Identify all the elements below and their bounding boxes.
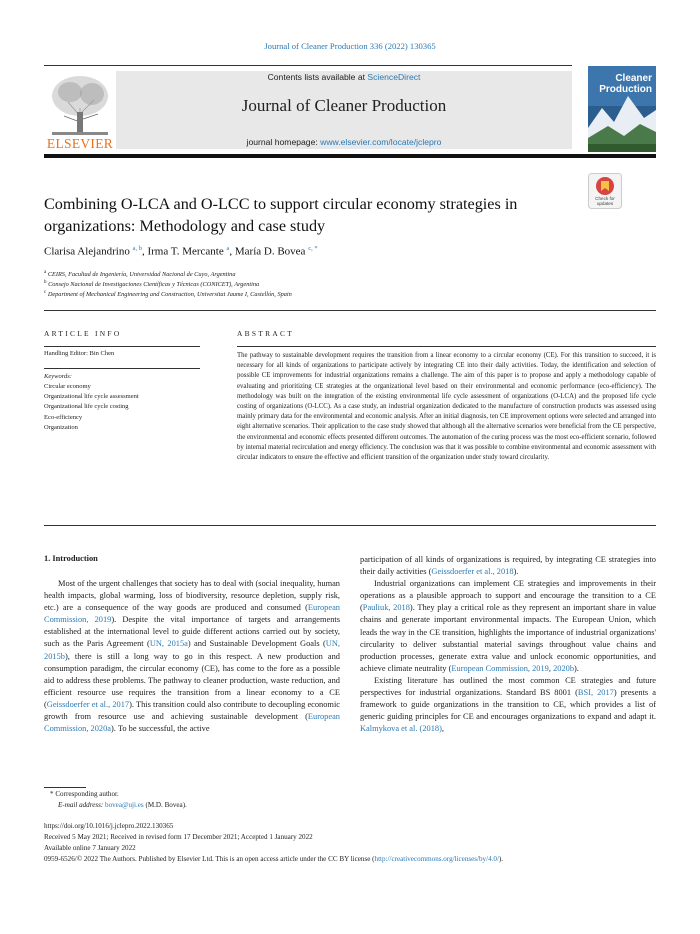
cover-title-line1: Cleaner: [615, 73, 652, 84]
handling-editor: Handling Editor: Bin Chen: [44, 350, 115, 357]
abstract-heading: ABSTRACT: [237, 329, 295, 338]
email-label: E-mail address:: [58, 801, 106, 809]
crossmark-label: [588, 196, 622, 206]
elsevier-logo: [44, 72, 116, 152]
article-info-rule: [44, 346, 200, 347]
citation-link[interactable]: European Commission, 2020a: [44, 712, 340, 734]
email-link[interactable]: bovea@uji.es: [105, 801, 144, 809]
license-prefix: 0959-6526/© 2022 The Authors. Published by Elsevier Ltd. This is an open access article under the CC BY license (: [44, 855, 375, 863]
affiliation: [44, 280, 259, 288]
keywords-rule: [44, 368, 200, 369]
affiliation: [44, 270, 235, 278]
section-rule: [44, 525, 656, 526]
body-paragraph: Industrial organizations can implement CE strategies and improvements in their operations as a plausible approach to support and encourage the transition to a CE (Pauliuk, 2018). They play a critical role as they represent an important share in value chains and generate important environmental impacts. The European Union, which leads the way in the CE transition, highlights the importance of industrial organizations' circularity to deliver substantial material savings throughout value chains and production processes, generate extra value and unlock economic opportunities, and achieve climate neutrality (European Commission, 2019, 2020b).: [360, 579, 656, 673]
keywords-label: Keywords:: [44, 373, 72, 380]
journal-title: Journal of Cleaner Production: [241, 96, 447, 115]
section-rule: [44, 310, 656, 311]
header-top-rule: [44, 65, 572, 66]
contents-line: [116, 72, 572, 82]
article-info-heading: ARTICLE INFO: [44, 329, 122, 338]
keyword: Organizational life cycle assessment: [44, 393, 139, 401]
citation-link[interactable]: Geissdoerfer et al., 2017: [46, 699, 130, 709]
email-suffix: (M.D. Bovea).: [143, 801, 187, 809]
keywords-list: [44, 382, 139, 433]
cover-title: [588, 73, 656, 95]
citation-link[interactable]: European Commission, 2019: [451, 663, 549, 673]
header-bottom-rule: [44, 154, 656, 158]
affiliation-text: CEIRS, Facultad de Ingeniería, Universidad Nacional de Cuyo, Argentina: [47, 271, 236, 279]
author-affil-sup[interactable]: a: [226, 245, 230, 252]
license-suffix: ).: [498, 855, 504, 863]
author-affil-sup[interactable]: a, b: [132, 245, 142, 252]
affiliation: [44, 290, 292, 298]
author-list: Clarisa Alejandrino $^{a, b}$, Irma T. Mercante $^a$, María D. Bovea $^{c, *}$: [44, 245, 318, 258]
body-paragraph: participation of all kinds of organizations is required, by integrating CE strategies into their daily activities (Geissdoerfer et al., 2018).: [360, 555, 656, 577]
body-paragraph: Most of the urgent challenges that society has to deal with (social inequality, human health impacts, global warming, loss of biodiversity, resource depletion, supply risk, etc.) are a consequence of the way goods are produced and consumed (European Commission, 2019). Despite the vital importance of targets and arrangements established at the international level to guide different actions carried out by society, such as the Paris Agreement (UN, 2015a) and Sustainable Development Goals (UN, 2015b), there is still a long way to go in this respect. A new production and consumption paradigm, the circular economy (CE), has come to the fore as a possible aid to address these problems. The pathway to cleaner production, waste reduction, and efficient resource use requires the transition from a linear economy to a CE (Geissdoerfer et al., 2017). This transition could also contribute to decoupling economic growth from resource use and achieving sustainable development (European Commission, 2020a). To be successful, the active: [44, 579, 340, 734]
affiliation-sup: a: [44, 270, 47, 275]
contents-prefix: Contents lists available at: [267, 72, 368, 82]
citation-link[interactable]: BSI, 2017: [577, 688, 614, 698]
keyword: Eco-efficiency: [44, 413, 83, 421]
affiliation-text: Department of Mechanical Engineering and Construction, Universitat Jaume I, Castellón, Spain: [47, 291, 292, 299]
citation-link[interactable]: UN, 2015a: [149, 639, 188, 649]
body-column-left: [44, 578, 340, 735]
citation-link[interactable]: Kalmykova et al. (2018): [360, 724, 442, 734]
author-name: Clarisa Alejandrino: [44, 245, 130, 258]
citation-link[interactable]: UN, 2015b: [44, 639, 340, 661]
citation-link[interactable]: Geissdoerfer et al., 2018: [431, 567, 514, 577]
citation-link[interactable]: 2020b: [553, 663, 574, 673]
publisher-wordmark: ELSEVIER: [46, 136, 114, 151]
citation-link[interactable]: European Commission, 2019: [44, 603, 340, 625]
crossmark-badge[interactable]: [588, 173, 622, 209]
email-note: [58, 801, 187, 809]
affiliation-sup: c: [44, 290, 47, 295]
author-name: María D. Bovea: [234, 245, 306, 258]
body-paragraph: Existing literature has outlined the most common CE strategies and future perspectives for industrial organizations. Standard BS 8001 (BSI, 2017) presents a framework to guide organizations in the transition to CE, which provides a list of generic guiding principles for CE and encourages organizations to expand and adapt it. Kalmykova et al. (2018),: [360, 675, 656, 734]
available-online: Available online 7 January 2022: [44, 844, 136, 852]
affiliation-text: Consejo Nacional de Investigaciones Científicas y Técnicas (CONICET), Argentina: [48, 281, 260, 289]
citation-link[interactable]: Pauliuk, 2018: [362, 603, 410, 613]
journal-cover[interactable]: [588, 66, 656, 152]
homepage-link[interactable]: www.elsevier.com/locate/jclepro: [320, 137, 442, 147]
corresponding-text: Corresponding author.: [55, 790, 119, 798]
author-name: Irma T. Mercante: [147, 245, 224, 258]
body-column-right: [360, 554, 656, 735]
crossmark-label-2: updates: [596, 201, 614, 207]
crossmark-label-1: Check for: [595, 196, 615, 201]
article-title: Combining O-LCA and O-LCC to support circular economy strategies in organizations: Methodology and case study: [44, 195, 518, 235]
footnote-rule: [44, 787, 86, 788]
homepage-line: [116, 137, 572, 147]
section-heading-introduction: 1. Introduction: [44, 554, 98, 563]
license-line: [44, 855, 503, 863]
journal-citation[interactable]: Journal of Cleaner Production 336 (2022) 130365: [264, 41, 436, 51]
author-affil-sup[interactable]: c, *: [308, 245, 318, 252]
license-link[interactable]: http://creativecommons.org/licenses/by/4.0/: [374, 855, 499, 863]
homepage-prefix: journal homepage:: [246, 137, 321, 147]
keyword: Organizational life cycle costing: [44, 403, 129, 411]
sciencedirect-link[interactable]: ScienceDirect: [367, 72, 421, 82]
cover-title-line2: Production: [599, 84, 652, 95]
keyword: Circular economy: [44, 383, 91, 390]
affiliation-sup: b: [44, 280, 47, 285]
abstract-text: The pathway to sustainable development requires the transition from a linear economy to a circular economy (CE). For this transition to succeed, it is necessary for all kinds of organizations to participate actively by integrating CE into their daily activities. Today, the identification and selection of possible CE improvements for industrial organizations remains a challenge. The aim of this paper is to propose and apply a methodology capable of evaluating and prioritizing CE strategies at the organizational level based on their environmental and economic performance (eco-efficiency). The methodology was built on the integration of the existing environmental life cycle assessment of organizations (O-LCA) and the proposed life cycle costing of organizations (O-LCC). As a case study, an industrial organization dedicated to the manufacture of construction products was assessed using mainly primary data for the environmental and economic analysis. After an initial diagnosis, ten CE improvement options were selected and arranged into eight alternative scenarios. Their application to the case study showed that although all the alternative scenarios were beneficial from the CE perspective, the environmental and economic effects presented different outcomes. The automation of the curing process was the most eco-efficient scenario, followed by internal material recirculation and energy efficiency. The conclusion was that it was possible to combine environmental and economic assessment with circular indicators to ensure the effective and efficient transition of the organization under study toward circularity.: [237, 352, 656, 462]
received-dates: Received 5 May 2021; Received in revised form 17 December 2021; Accepted 1 January 2022: [44, 833, 313, 841]
corresponding-note: * Corresponding author.: [50, 790, 119, 798]
doi-link[interactable]: https://doi.org/10.1016/j.jclepro.2022.130365: [44, 822, 174, 830]
abstract-rule: [237, 346, 656, 347]
keyword: Organization: [44, 423, 78, 431]
